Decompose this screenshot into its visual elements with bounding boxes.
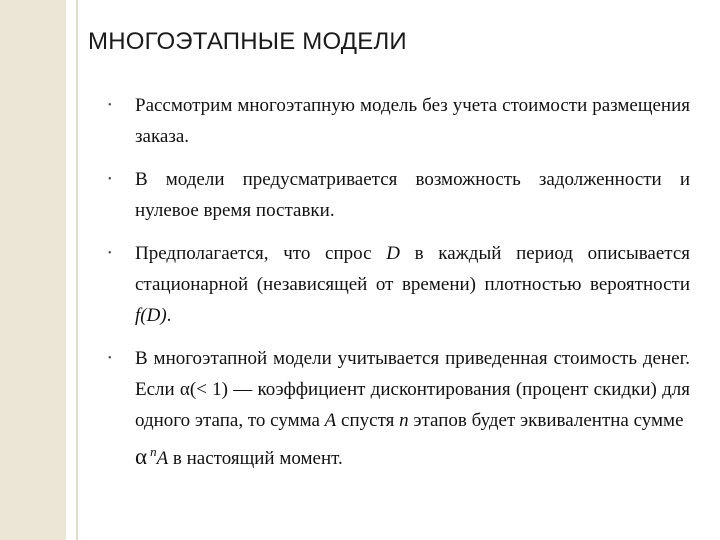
discount-alpha: α [135, 444, 148, 469]
bullet-text-part: . [166, 305, 172, 326]
bullet-item-2 [108, 164, 690, 226]
bullet-icon: • [108, 248, 112, 259]
bullet-item-3 [108, 238, 690, 331]
bullet-text-part: в настоящий момент. [168, 448, 343, 469]
side-decoration-rule [76, 0, 78, 540]
steps-variable: n [399, 410, 409, 431]
bullet-icon: • [108, 353, 112, 364]
demand-variable: D [386, 243, 400, 264]
bullet-item-1 [108, 90, 690, 152]
bullet-text-part: в каждый период описывается стационарной (независящей от времени) плотностью вероятности [135, 243, 691, 295]
bullet-text-part: Предполагается, что спрос [135, 243, 387, 264]
sum-variable: A [324, 410, 337, 431]
side-decoration-band [0, 0, 66, 540]
density-function: f(D) [135, 305, 167, 326]
bullet-text: Рассмотрим многоэтапную модель без учета стоимости размещения заказа. [135, 95, 690, 147]
bullet-icon: • [108, 100, 112, 111]
bullet-text-part: В многоэтапной модели учитывается приведенная стоимость денег. Если α(< 1) — коэффициент дисконтирования (процент скидки) для одного этапа, то сумма [135, 348, 690, 431]
sum-variable-2: A [156, 448, 169, 469]
bullet-icon: • [108, 174, 112, 185]
power-n: n [150, 444, 157, 459]
bullet-text: В модели предусматривается возможность задолженности и нулевое время поставки. [135, 169, 690, 221]
slide-title: МНОГОЭТАПНЫЕ МОДЕЛИ [88, 28, 407, 55]
bullet-list [108, 90, 690, 474]
bullet-item-4 [108, 343, 690, 474]
bullet-text-part: этапов будет эквивалентна сумме [408, 410, 684, 431]
bullet-text-part: спустя [336, 410, 400, 431]
